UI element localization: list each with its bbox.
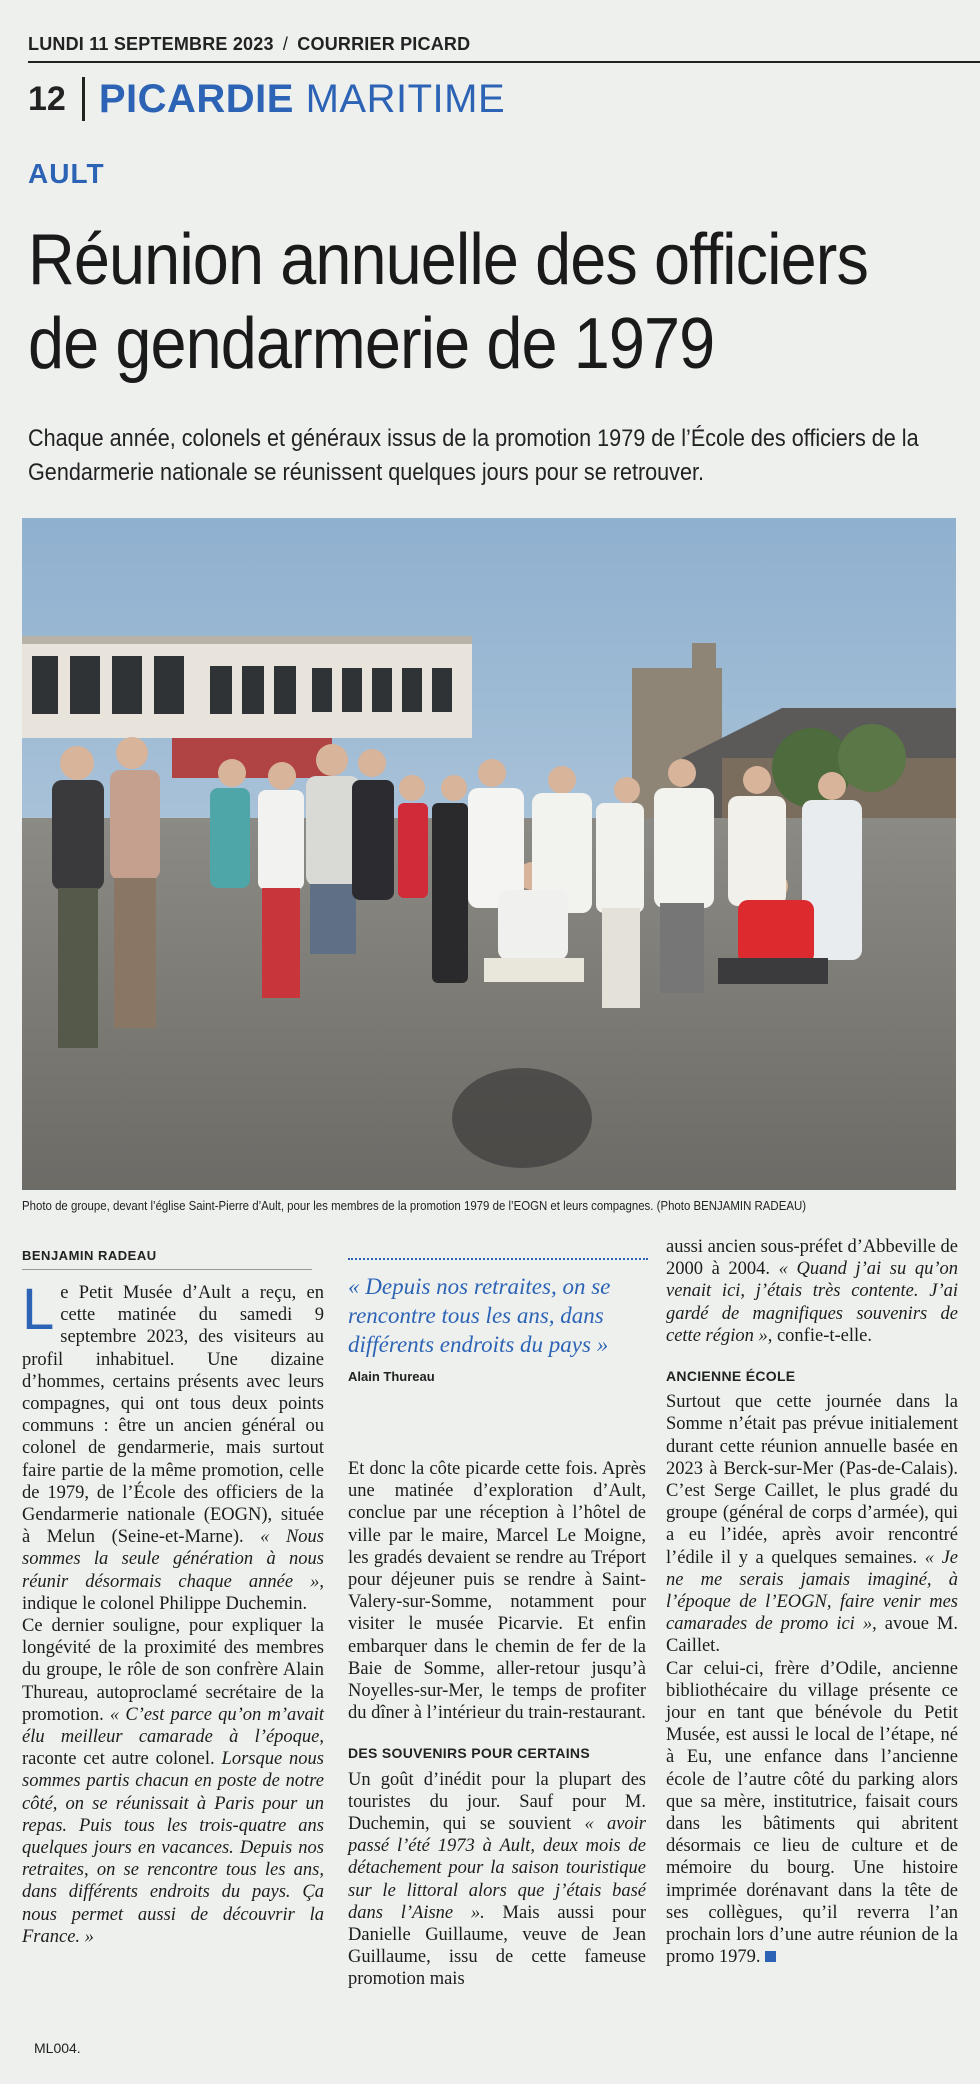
end-mark-icon: [765, 1951, 776, 1962]
headline: [28, 218, 964, 386]
page-number: 12: [28, 79, 66, 118]
section-divider: [82, 77, 85, 121]
quote: « Nous sommes la seule génération à nous réunir désormais chaque année »: [22, 1527, 324, 1592]
standfirst: Chaque année, colonels et généraux issus de la promotion 1979 de l’École des officiers de la Gendarmerie nationale se réunissent quelques jours pour se retrouver.: [28, 425, 919, 486]
quote: Lorsque nous sommes partis chacun en poste de notre côté, on se réunissait à Paris pour un repas. Puis tous les trois-quatre ans quelques jours en vacances. Depuis nos retraites, on se rencontre tous les ans, dans différents endroits du pays. Ça nous permet aussi de découvrir la France. »: [22, 1749, 324, 1947]
paragraph: [666, 1658, 958, 1969]
section-name-bold: PICARDIE: [98, 76, 294, 121]
section-name: [99, 77, 505, 122]
subhead: ANCIENNE ÉCOLE: [666, 1368, 796, 1385]
group-photo: [22, 518, 956, 1190]
body-text: Ce dernier souligne, pour expliquer la longévité de la proximité des membres du groupe, le rôle de son confrère Alain Thureau, autoproclamé secrétaire de la promotion.: [22, 1616, 324, 1725]
body-text: Car celui-ci, frère d’Odile, ancienne bibliothécaire du village présente ce jour en tant que bénévole du Petit Musée, est aussi le local de l’étape, né à Eu, une enfance dans l’ancienne école de l’autre côté du parking alors que sa mère, institutrice, faisait cours dans les bâtiments qui abritent désormais ce lieu de culture et de mémoire du bourg. Une histoire imprimée dorénavant dans la tête de ses collègues, qu’il reverra l’an prochain lors d’une autre réunion de la promo 1979.: [666, 1658, 958, 1968]
page-header: [28, 34, 980, 63]
body-text: aussi ancien sous-préfet d’Abbeville de 2000 à 2004.: [666, 1237, 958, 1280]
attribution: , indique le colonel Philippe Duchemin.: [22, 1571, 324, 1614]
section-name-rest: MARITIME: [305, 76, 506, 121]
photo-caption: Photo de groupe, devant l’église Saint-Pierre d’Ault, pour les membres de la promotion 1979 de l’EOGN et leurs compagnes. (Photo BENJAMIN RADEAU): [22, 1198, 807, 1213]
location-kicker: AULT: [28, 158, 105, 189]
attribution: , avoue M. Caillet.: [666, 1614, 959, 1657]
section-banner: [28, 74, 505, 124]
paragraph: [666, 1391, 958, 1657]
drop-cap: L: [22, 1277, 55, 1342]
subhead: DES SOUVENIRS POUR CERTAINS: [348, 1745, 590, 1762]
quote: « Quand j’ai su qu’on venait ici, j’étais très contente. J’ai gardé de magnifiques souvenirs de cette région »: [666, 1259, 958, 1346]
dateline: LUNDI 11 SEPTEMBRE 2023: [28, 34, 274, 54]
group-photo-illustration: [22, 518, 956, 1190]
page-code: ML004.: [34, 2040, 81, 2056]
body-text: Un goût d’inédit pour la plupart des touristes du jour. Sauf pour M. Duchemin, qui se souvient: [348, 1769, 646, 1835]
article-column-3: [666, 1236, 958, 1969]
pull-quote: [348, 1258, 648, 1384]
byline: BENJAMIN RADEAU: [22, 1248, 312, 1270]
paper-name: COURRIER PICARD: [297, 34, 471, 54]
paragraph: [348, 1769, 646, 1991]
article-column-2: [348, 1458, 646, 1991]
headline-line-2: de gendarmerie de 1979: [28, 304, 715, 384]
quote: « Je ne me serais jamais imaginé, à l’époque de l’EOGN, faire venir mes camarades de promo ici »: [666, 1547, 958, 1635]
body-text: Mais aussi pour Danielle Guillaume, veuve de Jean Guillaume, issu de cette fameuse promotion mais: [348, 1902, 646, 1990]
attribution: , confie-t-elle.: [767, 1325, 872, 1346]
pull-quote-author: Alain Thureau: [348, 1369, 435, 1384]
pull-quote-text: « Depuis nos retraites, on se rencontre tous les ans, dans différents endroits du pays »: [348, 1274, 611, 1357]
headline-line-1: Réunion annuelle des officiers: [28, 220, 868, 300]
paragraph: Et donc la côte picarde cette fois. Après une matinée d’exploration d’Ault, conclue par une réception à l’hôtel de ville par le maire, Marcel Le Moigne, les gradés devaient se rendre au Tréport pour déjeuner puis se rendre à Saint-Valery-sur-Somme, notamment pour visiter le musée Picarvie. Et enfin embarquer dans le chemin de fer de la Baie de Somme, aller-retour jusqu’à Noyelles-sur-Mer, le temps de profiter du dîner à l’intérieur du train-restaurant.: [348, 1459, 646, 1724]
header-separator: /: [282, 34, 289, 54]
paragraph: [22, 1615, 324, 1948]
body-text: Surtout que cette journée dans la Somme n’était pas prévue initialement durant cette réunion annuelle basée en 2023 à Berck-sur-Mer (Pas-de-Calais). C’est Serge Caillet, le plus gradé du groupe (général de corps d’armée), qui a eu l’idée, après avoir rencontré l’édile il y a quelques semaines.: [666, 1392, 958, 1568]
paragraph: [22, 1277, 324, 1615]
paragraph: [666, 1236, 958, 1347]
attribution: , raconte cet autre colonel.: [22, 1727, 324, 1770]
quote: « avoir passé l’été 1973 à Ault, deux mois de détachement pour la saison touristique sur le littoral alors que j’étais basé dans l’Aisne ».: [348, 1814, 646, 1923]
quote: « C’est parce qu’on m’avait élu meilleur camarade à l’époque: [22, 1704, 324, 1748]
intro-text: e Petit Musée d’Ault a reçu, en cette matinée du samedi 9 septembre 2023, des visiteurs au profil inhabituel. Une dizaine d’hommes, certains présents avec leurs compagnes, qui ont tous deux points communs : être un ancien général ou colonel de gendarmerie, mais surtout faire partie de la même promotion, celle de 1979, de l’École des officiers de la Gendarmerie nationale (EOGN), située à Melun (Seine-et-Marne).: [22, 1283, 324, 1548]
article-column-1: [22, 1277, 324, 1948]
